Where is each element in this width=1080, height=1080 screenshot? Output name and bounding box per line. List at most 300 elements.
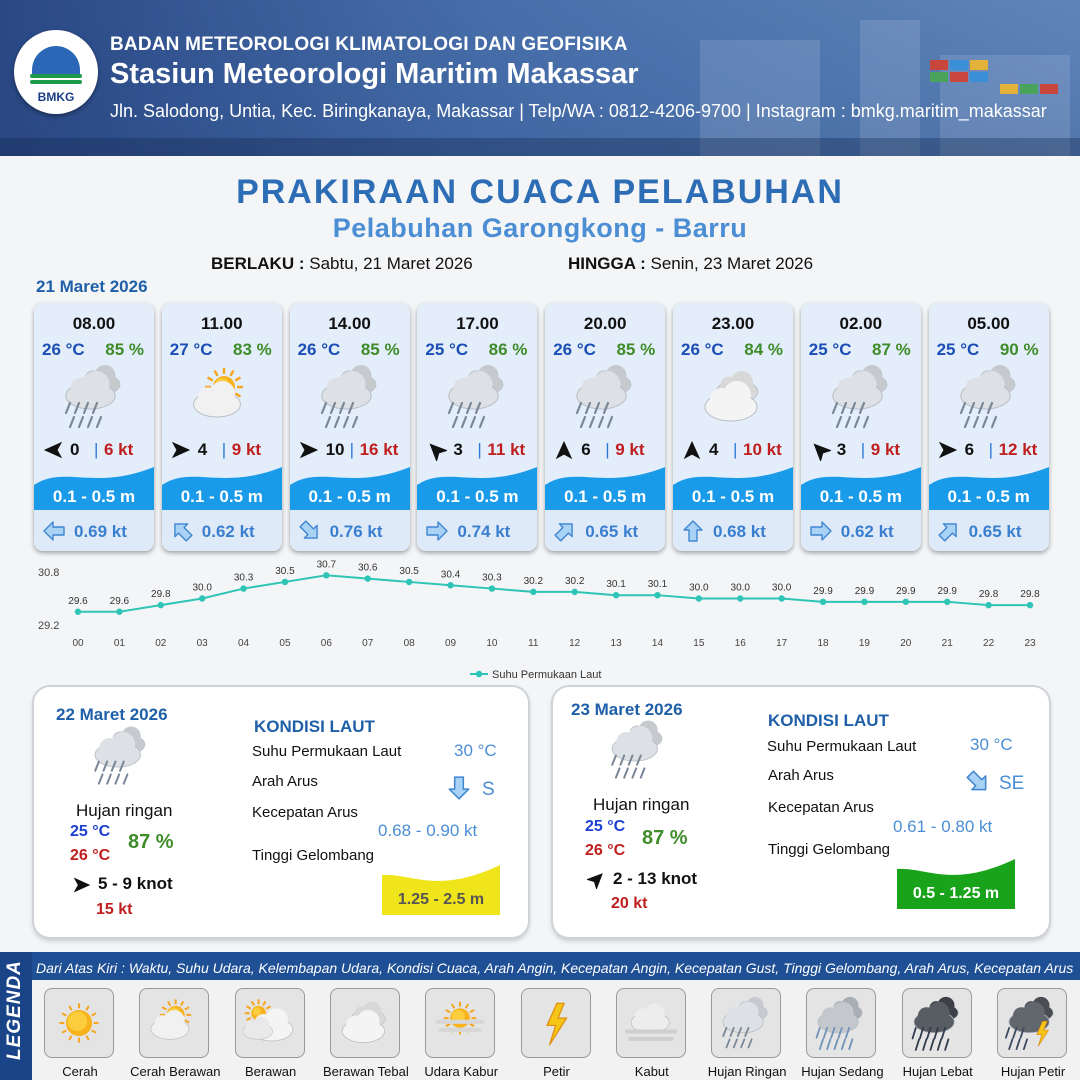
sst-data-label: 30.3 [233,572,254,584]
sst-data-point [778,595,784,601]
sst-data-label: 30.0 [689,582,709,594]
sst-data-label: 30.5 [399,565,419,577]
hourly-current [673,510,793,551]
weather-icon-box [184,363,260,431]
current-speed: 0.69 kt [74,522,127,541]
station-address: Jln. Salodong, Untia, Kec. Biringkanaya, Makassar | Telp/WA : 0812-4206-9700 | Instagram : bmkg.maritim_makassar [110,101,1047,121]
wind-arrow [298,439,320,461]
wind-arrow [425,439,447,461]
x-tick-label: 03 [196,638,208,649]
legend-icon-box [902,988,972,1058]
legend-icon-box [330,988,400,1058]
hourly-humidity: 83 % [233,340,272,359]
wind-direction-icon [587,869,607,889]
day-weather-icon-box [603,715,673,785]
agency-name: BADAN METEOROLOGI KLIMATOLOGI DAN GEOFISIKA [110,34,628,55]
current-direction-icon [298,519,322,543]
hourly-time: 17.00 [456,314,499,333]
current-arrow [170,519,194,543]
hourly-current [290,510,410,551]
cerah-berawan-icon [184,363,260,431]
legend-side [0,952,32,1080]
sst-data-label: 29.9 [937,585,957,597]
legend-icon-box [425,988,495,1058]
wind-separator: | [860,440,866,459]
legend-icon-box [521,988,591,1058]
sst-value: 30 °C [454,741,497,760]
wave-height-box [897,859,1015,909]
sst-data-point [365,575,371,581]
wave-height: 0.1 - 0.5 m [308,487,391,506]
x-tick-label: 18 [817,638,829,649]
hujan-ringan-icon [603,715,673,785]
sst-data-point [820,599,826,605]
wind-direction-icon [809,439,831,461]
weather-icon-box [439,363,515,431]
legend-icon-box [235,988,305,1058]
sst-data-label: 29.6 [68,595,88,607]
hourly-temperature: 25 °C [936,340,980,359]
legend-label: Hujan Sedang [801,1064,884,1079]
logo-text: BMKG [37,90,75,104]
wave-height-label: Tinggi Gelombang [768,841,891,858]
hourly-current [801,510,921,551]
hourly-temperature: 25 °C [425,340,469,359]
hourly-temperature: 26 °C [42,340,85,359]
berawan-tebal-icon [334,992,396,1054]
sst-data-label: 29.6 [109,595,130,607]
hourly-temperature: 26 °C [553,340,596,359]
sst-series-line [78,572,1030,611]
weather-icon-box [951,363,1027,431]
current-direction-icon [937,519,961,543]
legend-title: LEGENDA [4,960,25,1060]
legend-icon-box [997,988,1067,1058]
sst-data-label: 29.8 [978,589,999,601]
x-tick-label: 21 [941,638,953,649]
sst-data-point [240,585,246,591]
day-humidity: 87 % [128,831,174,853]
sst-data-point [199,595,205,601]
current-arrow [425,519,449,543]
hujan-ringan-icon [312,363,388,431]
hourly-humidity: 90 % [999,340,1039,359]
hourly-humidity: 84 % [744,340,783,359]
hourly-current [545,510,665,551]
legend-label: Berawan [244,1064,297,1079]
hourly-card [162,303,282,551]
current-arrow [681,519,705,543]
wave-height: 0.1 - 0.5 m [819,487,902,506]
wave-height: 0.1 - 0.5 m [52,487,136,506]
sst-data-label: 30.1 [647,579,668,591]
wind-arrow [553,439,575,461]
legend-icon-box [44,988,114,1058]
wind-speed: 3 [836,440,847,459]
day-wind-speed: 5 - 9 knot [98,874,173,893]
sst-label: Suhu Permukaan Laut [252,743,402,760]
sea-condition-heading: KONDISI LAUT [768,711,889,730]
sst-data-point [985,602,991,608]
wave-height: 0.1 - 0.5 m [436,487,519,506]
sst-data-point [654,592,660,598]
weather-icon-box [823,363,899,431]
x-tick-label: 22 [983,638,995,649]
legend-label: Kabut [634,1064,669,1079]
bmkg-logo [14,30,98,114]
sst-data-label: 30.6 [358,562,378,574]
sst-data-label: 30.4 [440,569,461,581]
sst-data-label: 29.9 [854,585,875,597]
valid-to-value: Senin, 23 Maret 2026 [650,254,814,273]
valid-from-label: BERLAKU : [211,254,305,273]
current-direction-icon [446,775,472,801]
x-tick-label: 17 [776,638,788,649]
wave-height: 0.1 - 0.5 m [691,487,775,506]
day-wind-arrow [587,869,607,889]
day-date: 22 Maret 2026 [56,705,168,724]
legend-label: Petir [543,1064,570,1079]
wind-direction-icon [170,439,192,461]
hourly-time: 05.00 [967,314,1010,333]
x-tick-label: 19 [858,638,870,649]
current-arrow [298,519,322,543]
x-tick-label: 05 [279,638,291,649]
day-panel [34,687,528,937]
legend-icon-box [711,988,781,1058]
hourly-temperature: 27 °C [169,340,213,359]
wind-separator: | [605,440,610,459]
sst-data-point [282,579,288,585]
current-direction-value: SE [999,773,1025,794]
current-speed: 0.68 kt [713,522,766,541]
hourly-time: 08.00 [72,314,116,333]
hourly-time: 20.00 [583,314,627,333]
current-speed: 0.74 kt [457,522,511,541]
weather-icon-box [567,363,643,431]
weather-icon-box [312,363,388,431]
hourly-card [290,303,410,551]
current-arrow [937,519,961,543]
sst-data-point [737,595,743,601]
current-speed-value: 0.61 - 0.80 kt [893,817,993,836]
hourly-card [929,303,1049,551]
hourly-humidity: 85 % [616,340,656,359]
x-tick-label: 08 [403,638,415,649]
hourly-time: 02.00 [839,314,883,333]
x-tick-label: 12 [569,638,581,649]
hourly-wind [545,438,665,460]
hourly-current [929,510,1049,551]
wind-direction-icon [681,439,703,461]
hujan-lebat-icon [906,992,968,1054]
wind-speed: 0 [70,440,80,459]
current-direction-icon [965,769,991,795]
hourly-wind [417,438,537,460]
gust-speed: 9 kt [870,440,901,459]
wind-separator: | [221,440,227,459]
x-tick-label: 23 [1024,638,1036,649]
x-tick-label: 14 [651,638,664,649]
hourly-card [801,303,921,551]
day-condition: Hujan ringan [76,801,173,820]
hourly-time: 11.00 [200,314,243,333]
current-speed-label: Kecepatan Arus [252,804,358,821]
hujan-ringan-icon [951,363,1027,431]
hujan-ringan-icon [86,721,156,791]
sst-data-point [613,592,619,598]
gust-speed: 9 kt [231,440,262,459]
wind-speed: 6 [964,440,975,459]
sst-data-point [944,599,950,605]
wind-direction-icon [298,439,320,461]
hourly-wind [801,438,921,460]
sst-value: 30 °C [970,735,1013,754]
x-tick-label: 13 [610,638,622,649]
sst-data-point [447,582,453,588]
sst-data-label: 30.2 [564,575,585,587]
legend-label: Hujan Petir [1000,1064,1066,1079]
hourly-card [545,303,665,551]
legend-marker [476,671,482,677]
current-direction-icon [553,519,577,543]
sst-data-point [116,609,122,615]
day-temp-min: 25 °C [70,823,111,840]
gust-speed: 16 kt [359,440,399,459]
wave-height-label: Tinggi Gelombang [252,847,375,864]
berawan-tebal-icon [695,363,771,431]
day-temp-max: 26 °C [585,842,626,859]
sea-condition-heading: KONDISI LAUT [254,717,375,736]
wind-direction-icon [72,875,92,895]
port-name: Pelabuhan Garongkong - Barru [332,213,748,243]
legend-label: Hujan Lebat [902,1064,973,1079]
sst-data-point [323,572,329,578]
x-tick-label: 15 [693,638,705,649]
hourly-current [34,510,154,551]
berawan-icon [239,992,301,1054]
sst-data-label: 29.8 [1020,589,1040,601]
sst-data-label: 30.0 [730,582,750,594]
wind-separator: | [94,440,99,459]
hourly-wind [34,438,154,460]
y-tick-label: 29.2 [38,620,60,632]
valid-to [568,254,813,274]
sst-data-point [903,599,909,605]
current-direction-icon [425,519,449,543]
wave-height-value: 1.25 - 2.5 m [397,891,485,908]
day-gust: 20 kt [611,895,648,912]
legend-label: Cerah [62,1064,98,1079]
legend-label: Udara Kabur [424,1064,499,1079]
sst-label: Suhu Permukaan Laut [767,738,917,755]
current-direction-value: S [482,779,495,800]
current-arrow [553,519,577,543]
wind-arrow [170,439,192,461]
cerah-icon [48,992,110,1054]
current-direction-icon [681,519,705,543]
hujan-ringan-icon [567,363,643,431]
sst-data-label: 30.2 [523,575,544,587]
hourly-humidity: 86 % [488,340,528,359]
day-gust: 15 kt [96,901,133,918]
wave-height-box [382,865,500,915]
legend [0,952,1080,1080]
wind-arrow [681,439,703,461]
sst-data-point [158,602,164,608]
legend-items [32,980,1080,1080]
gust-speed: 9 kt [615,440,645,459]
current-speed-label: Kecepatan Arus [768,799,874,816]
current-arrow [809,519,833,543]
hourly-current [162,510,282,551]
hourly-wind [673,438,793,460]
day-date: 23 Maret 2026 [571,700,683,719]
wind-separator: | [477,440,482,459]
hujan-sedang-icon [810,992,872,1054]
sst-data-point [530,589,536,595]
sst-data-label: 30.3 [482,572,502,584]
wind-speed: 10 [325,440,345,459]
wind-separator: | [349,440,355,459]
x-tick-label: 07 [362,638,374,649]
hourly-card [417,303,537,551]
wind-arrow [937,439,959,461]
wind-arrow [809,439,831,461]
current-direction-arrow [446,775,472,801]
wind-speed: 3 [453,440,463,459]
wave-height: 0.1 - 0.5 m [947,487,1030,506]
x-tick-label: 01 [113,638,125,649]
hourly-wind [929,438,1049,460]
wind-direction-icon [425,439,447,461]
current-direction-icon [42,519,66,543]
wind-speed: 6 [581,440,591,459]
current-direction-label: Arah Arus [768,767,834,784]
wave-height-value: 0.5 - 1.25 m [912,885,1000,902]
hourly-wind [162,438,282,460]
x-tick-label: 04 [238,638,250,649]
page-title: PRAKIRAAN CUACA PELABUHAN [236,173,844,211]
sst-data-point [861,599,867,605]
hourly-temperature: 25 °C [808,340,852,359]
weather-icon-box [695,363,771,431]
sst-data-point [696,595,702,601]
legend-description: Dari Atas Kiri : Waktu, Suhu Udara, Kelembapan Udara, Kondisi Cuaca, Arah Angin, Kecepatan Angin, Kecepatan Gust, Tinggi Gelombang, Arah Arus, Kecepatan Arus [36,960,1074,976]
legend-icon-box [139,988,209,1058]
hourly-temperature: 26 °C [681,340,724,359]
valid-from-value: Sabtu, 21 Maret 2026 [309,254,473,273]
current-direction-icon [809,519,833,543]
x-tick-label: 20 [900,638,912,649]
current-direction-label: Arah Arus [252,773,318,790]
hourly-card [673,303,793,551]
sst-data-label: 30.0 [192,582,212,594]
hourly-time: 23.00 [711,314,755,333]
hourly-temperature: 26 °C [297,340,341,359]
day-temp-max: 26 °C [70,847,111,864]
x-tick-label: 02 [155,638,167,649]
valid-from [211,254,473,274]
day-humidity: 87 % [642,827,688,849]
gust-speed: 6 kt [104,440,134,459]
legend-icon-box [616,988,686,1058]
wind-direction-icon [42,439,64,461]
sst-chart [30,560,1060,685]
current-direction-arrow [965,769,991,795]
current-speed: 0.76 kt [329,522,383,541]
wind-speed: 4 [197,440,208,459]
wind-direction-icon [937,439,959,461]
current-speed: 0.65 kt [585,522,639,541]
station-name: Stasiun Meteorologi Maritim Makassar [110,58,639,90]
sst-data-label: 29.8 [151,589,171,601]
cerah-berawan-icon [143,992,205,1054]
wave-height: 0.1 - 0.5 m [564,487,647,506]
y-tick-label: 30.8 [38,567,60,579]
hourly-wind [290,438,410,460]
hujan-ringan-icon [439,363,515,431]
hujan-petir-icon [1001,992,1063,1054]
x-tick-label: 11 [528,638,539,649]
hourly-humidity: 85 % [360,340,400,359]
udara-kabur-icon [429,992,491,1054]
hujan-ringan-icon [823,363,899,431]
day-wind-arrow [72,875,92,895]
legend-label: Berawan Tebal [323,1064,409,1079]
wave-height: 0.1 - 0.5 m [180,487,263,506]
sst-data-label: 30.7 [316,560,337,571]
sst-data-point [489,585,495,591]
day-wind-speed: 2 - 13 knot [613,869,698,888]
hourly-current [417,510,537,551]
current-speed-value: 0.68 - 0.90 kt [378,821,478,840]
gust-speed: 12 kt [998,440,1038,459]
current-speed: 0.62 kt [201,522,255,541]
sst-data-label: 30.5 [275,565,295,577]
petir-icon [525,992,587,1054]
legend-icon-box [806,988,876,1058]
sst-data-point [571,589,577,595]
wind-separator: | [733,440,738,459]
day-condition: Hujan ringan [593,795,690,814]
hourly-humidity: 87 % [872,340,911,359]
day-weather-icon-box [86,721,156,791]
hourly-humidity: 85 % [105,340,144,359]
gust-speed: 10 kt [743,440,782,459]
current-arrow [42,519,66,543]
current-direction-icon [170,519,194,543]
weather-icon-box [56,363,132,431]
sst-data-point [1027,602,1033,608]
current-speed: 0.62 kt [840,522,894,541]
wind-separator: | [988,440,994,459]
sst-data-point [75,609,81,615]
x-tick-label: 10 [486,638,498,649]
sst-data-point [406,579,412,585]
wind-speed: 4 [709,440,719,459]
day-panel [553,687,1049,937]
sst-data-label: 29.9 [896,585,916,597]
hourly-time: 14.00 [328,314,371,333]
day1-date: 21 Maret 2026 [36,277,148,296]
x-tick-label: 09 [444,638,457,649]
legend-label: Cerah Berawan [130,1064,221,1079]
sst-data-label: 30.1 [606,579,626,591]
sst-data-label: 29.9 [813,585,833,597]
hujan-ringan-icon [715,992,777,1054]
x-tick-label: 00 [72,638,84,649]
